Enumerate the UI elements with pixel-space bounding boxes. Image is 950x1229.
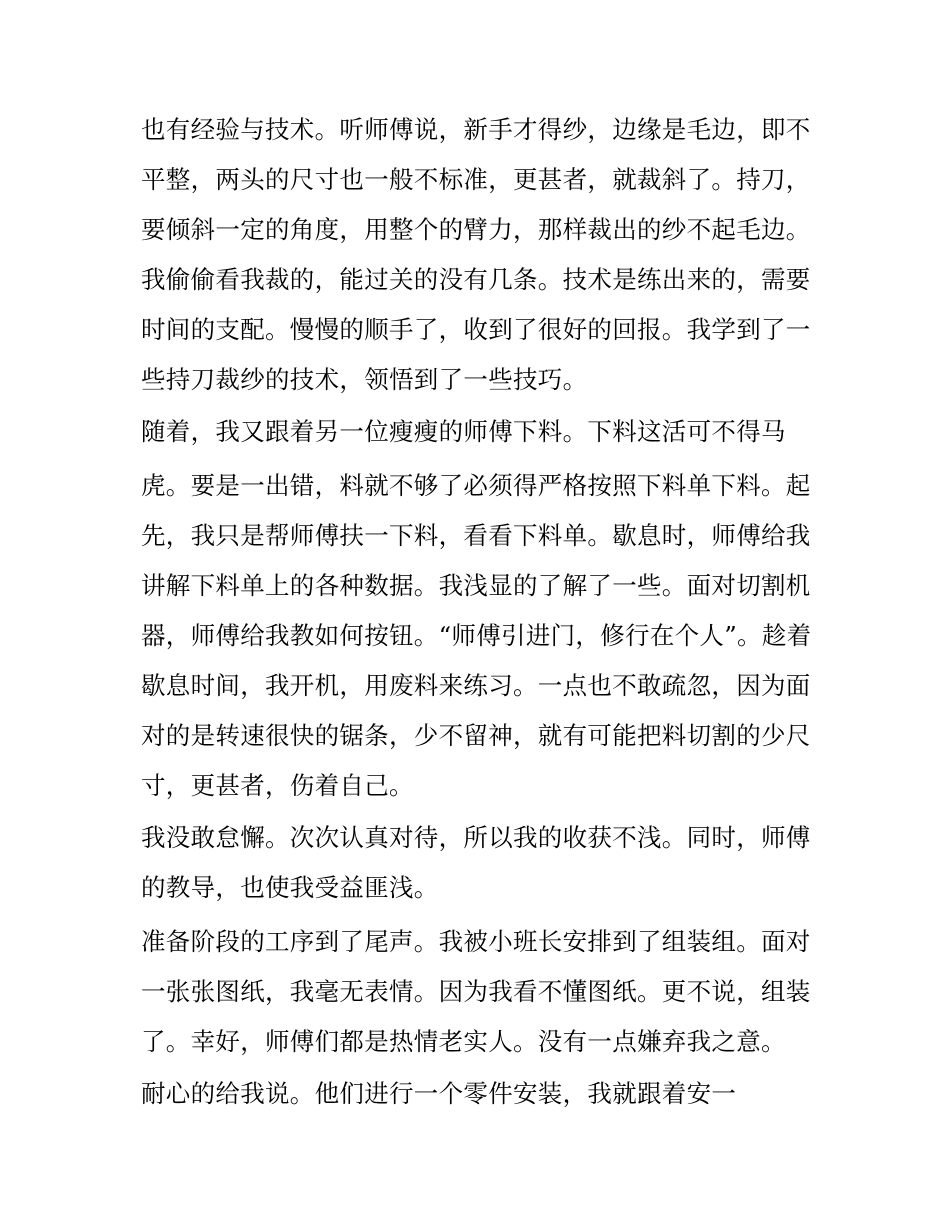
text-line: 了。幸好，师傅们都是热情老实人。没有一点嫌弃我之意。 <box>141 1027 786 1056</box>
text-line: 要倾斜一定的角度，用整个的臂力，那样裁出的纱不起毛边。 <box>141 215 811 244</box>
text-line: 虎。要是一出错，料就不够了必须得严格按照下料单下料。起 <box>141 471 811 500</box>
text-line: 准备阶段的工序到了尾声。我被小班长安排到了组装组。面对 <box>141 927 811 956</box>
text-line: 的教导，也使我受益匪浅。 <box>141 873 439 902</box>
text-line: 歇息时间，我开机，用废料来练习。一点也不敢疏忽，因为面 <box>141 671 811 700</box>
text-line: 些持刀裁纱的技术，领悟到了一些技巧。 <box>141 365 588 394</box>
text-line: 时间的支配。慢慢的顺手了，收到了很好的回报。我学到了一 <box>141 315 811 344</box>
text-line: 我偷偷看我裁的，能过关的没有几条。技术是练出来的，需要 <box>141 265 811 294</box>
text-line: 对的是转速很快的锯条，少不留神，就有可能把料切割的少尺 <box>141 721 811 750</box>
text-line: 平整，两头的尺寸也一般不标准，更甚者，就裁斜了。持刀， <box>141 165 811 194</box>
text-line: 一张张图纸，我毫无表情。因为我看不懂图纸。更不说，组装 <box>141 977 811 1006</box>
text-line: 我没敢怠懈。次次认真对待，所以我的收获不浅。同时，师傅 <box>141 823 811 852</box>
text-line: 讲解下料单上的各种数据。我浅显的了解了一些。面对切割机 <box>141 571 811 600</box>
text-line: 随着，我又跟着另一位瘦瘦的师傅下料。下料这活可不得马 <box>141 417 786 446</box>
text-line: 寸，更甚者，伤着自己。 <box>141 771 414 800</box>
text-line: 先，我只是帮师傅扶一下料，看看下料单。歇息时，师傅给我 <box>141 521 811 550</box>
text-line: 也有经验与技术。听师傅说，新手才得纱，边缘是毛边，即不 <box>141 115 811 144</box>
text-line: 器，师傅给我教如何按钮。“师傅引进门，修行在个人”。趁着 <box>141 621 812 650</box>
text-line: 耐心的给我说。他们进行一个零件安装，我就跟着安一 <box>141 1079 737 1108</box>
